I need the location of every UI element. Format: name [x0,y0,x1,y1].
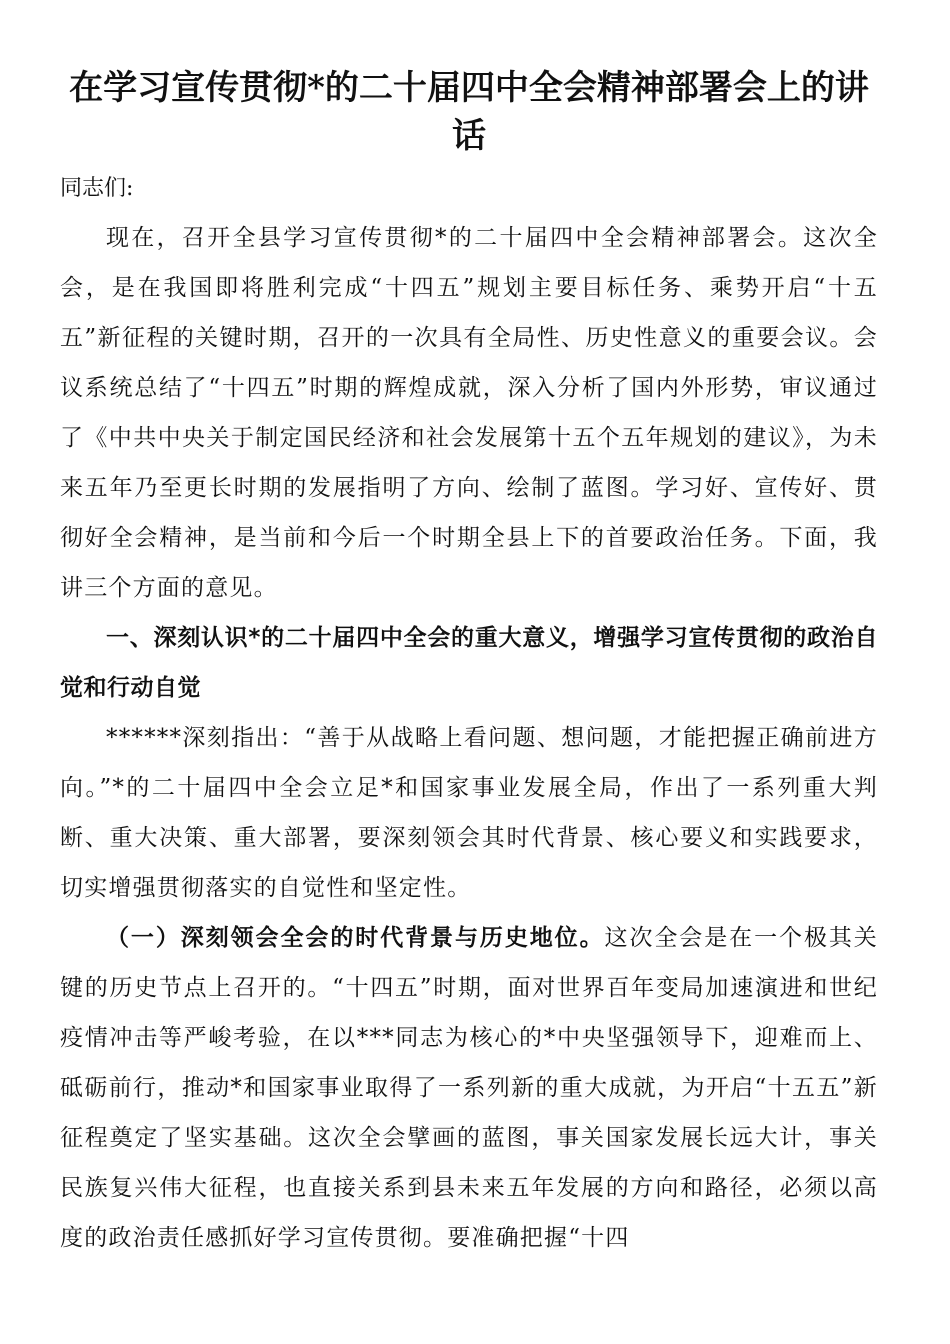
section-heading-1: 一、深刻认识*的二十届四中全会的重大意义，增强学习宣传贯彻的政治自觉和行动自觉 [60,625,878,701]
paragraph-section-1-intro: ******深刻指出：“善于从战略上看问题、想问题，才能把握正确前进方向。”*的二十届四中全会立足*和国家事业发展全局，作出了一系列重大判断、重大决策、重大部署，要深刻领会其时代背景、核心要义和实践要求，切实增强贯彻落实的自觉性和坚定性。 [60,725,878,901]
salutation: 同志们: [60,176,134,201]
subsection-1-body: 这次全会是在一个极其关键的历史节点上召开的。“十四五”时期，面对世界百年变局加速演进和世纪疫情冲击等严峻考验，在以***同志为核心的*中央坚强领导下，迎难而上、砥砺前行，推动*和国家事业取得了一系列新的重大成就，为开启“十五五”新征程奠定了坚实基础。这次全会擘画的蓝图，事关国家发展长远大计，事关民族复兴伟大征程，也直接关系到县未来五年发展的方向和路径，必须以高度的政治责任感抓好学习宣传贯彻。要准确把握“十四 [60,925,878,1251]
subsection-1-heading: （一）深刻领会全会的时代背景与历史地位。 [106,925,605,951]
paragraph-subsection-1 [60,913,878,1263]
paragraph-intro: 现在，召开全县学习宣传贯彻*的二十届四中全会精神部署会。这次全会，是在我国即将胜利完成“十四五”规划主要目标任务、乘势开启“十五五”新征程的关键时期，召开的一次具有全局性、历史性意义的重要会议。会议系统总结了“十四五”时期的辉煌成就，深入分析了国内外形势，审议通过了《中共中央关于制定国民经济和社会发展第十五个五年规划的建议》，为未来五年乃至更长时期的发展指明了方向、绘制了蓝图。学习好、宣传好、贯彻好全会精神，是当前和今后一个时期全县上下的首要政治任务。下面，我讲三个方面的意见。 [60,225,878,601]
document-title: 在学习宣传贯彻*的二十届四中全会精神部署会上的讲话 [69,68,869,156]
